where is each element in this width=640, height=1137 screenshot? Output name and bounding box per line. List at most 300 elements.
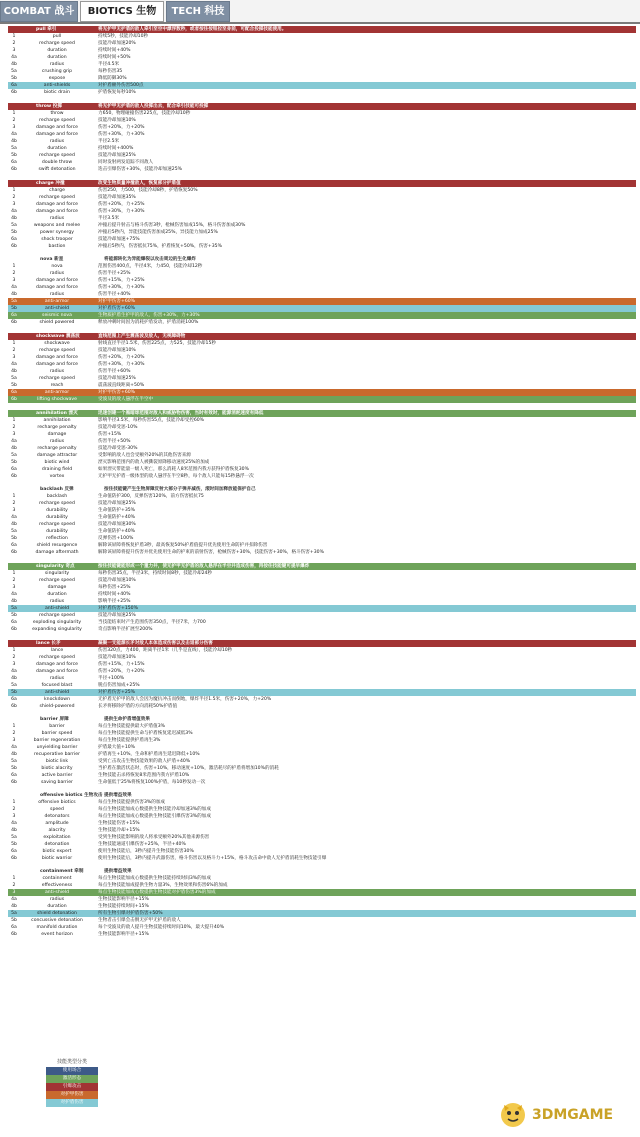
skill-header-row <box>8 180 636 187</box>
rank-cell: 5a <box>11 529 17 534</box>
upgrade-name-cell: anti-shields <box>43 83 71 88</box>
rank-cell: 5a <box>11 911 17 916</box>
skill-section <box>8 26 636 96</box>
table-row <box>8 298 636 305</box>
upgrade-effect-cell: 生命值防护+35% <box>98 508 136 513</box>
upgrade-name-cell: recharge speed <box>39 522 75 527</box>
upgrade-name-cell: unyielding barrier <box>36 745 78 750</box>
upgrade-name-cell: offensive biotics <box>38 800 76 805</box>
rank-cell: 6b <box>11 397 17 402</box>
table-row <box>8 799 636 806</box>
table-row <box>8 33 636 40</box>
rank-cell: 5a <box>11 223 17 228</box>
upgrade-name-cell: duration <box>47 48 67 53</box>
upgrade-name-cell: charge <box>49 188 65 193</box>
skill-header-row <box>8 563 636 570</box>
rank-cell: 5a <box>11 146 17 151</box>
upgrade-name-cell: radius <box>49 271 65 276</box>
upgrade-effect-cell: 迭击引爆伤害+30%，技能冷却加速25% <box>98 167 182 172</box>
table-row <box>8 354 636 361</box>
upgrade-effect-cell: 伤害半径+60% <box>98 369 131 374</box>
upgrade-effect-cell: 每点生物技能提供最大护盾值3% <box>98 724 166 729</box>
table-row <box>8 779 636 786</box>
rank-cell: 1 <box>12 264 16 269</box>
upgrade-name-cell: reach <box>50 383 64 388</box>
upgrade-name-cell: shield powered <box>39 320 75 325</box>
skill-table <box>8 180 636 250</box>
upgrade-effect-cell: 每点生物技能提供伤害3%的加成 <box>98 800 166 805</box>
rank-cell: 4a <box>11 592 17 597</box>
rank-cell: 6b <box>11 627 17 632</box>
skill-description: 直线范围上产生震荡波及敌人，无视障碍物 <box>98 334 186 339</box>
rank-cell: 3 <box>12 355 16 360</box>
legend-item: 激活形态 <box>46 1075 98 1083</box>
upgrade-name-cell: recuperative barrier <box>34 752 80 757</box>
upgrade-effect-cell: 技能冷却加速25% <box>98 376 136 381</box>
upgrade-effect-cell: 力650，物理碰撞伤害225点，技能冷却10秒 <box>98 111 191 116</box>
upgrade-name-cell: damage attractor <box>36 453 78 458</box>
rank-cell: 6b <box>11 167 17 172</box>
upgrade-effect-cell: 使用生物技能后，3秒内提升武器伤害，格斗伤害以及格斗力+15%，格斗攻击命中敌人无护盾消耗生物技能引爆 <box>98 856 327 861</box>
upgrade-name-cell: biotic drain <box>44 90 70 95</box>
rank-cell: 3 <box>12 202 16 207</box>
upgrade-name-cell: radius <box>49 216 65 221</box>
skill-table <box>8 103 636 173</box>
upgrade-name-cell: recharge speed <box>39 348 75 353</box>
upgrade-name-cell: radius <box>49 897 65 902</box>
upgrade-effect-cell: 湮灭影响范围内的敌人被撕裂原降移动速度25%的加成 <box>98 460 210 465</box>
upgrade-effect-cell: 生命值防护+40% <box>98 529 136 534</box>
table-row <box>8 159 636 166</box>
upgrade-effect-cell: 伤害+30%，力+30% <box>98 132 145 137</box>
upgrade-effect-cell: 伤害半径+25% <box>98 271 131 276</box>
upgrade-effect-cell: 对护甲伤害+60% <box>98 299 136 304</box>
upgrade-effect-cell: 影响半径+25% <box>98 599 131 604</box>
table-row <box>8 117 636 124</box>
upgrade-effect-cell: 护盾恢复每秒10% <box>98 90 136 95</box>
table-row <box>8 375 636 382</box>
rank-cell: 4b <box>11 369 17 374</box>
upgrade-name-cell: recharge speed <box>39 613 75 618</box>
watermark-text: 3DMGAME <box>532 1107 614 1123</box>
upgrade-effect-cell: 生命值防护+40% <box>98 515 136 520</box>
upgrade-effect-cell: 脱点伤害加成+25% <box>98 683 140 688</box>
table-row <box>8 229 636 236</box>
table-row <box>8 166 636 173</box>
table-row <box>8 291 636 298</box>
upgrade-name-cell: damage aftermath <box>35 550 79 555</box>
skill-description: 按住技能键产生生物屏障反射大部分子弹并减伤，滚时间加释放能保护自己 <box>104 487 256 492</box>
upgrade-name-cell: biotic wind <box>44 460 70 465</box>
table-row <box>8 493 636 500</box>
rank-cell: 5b <box>11 613 17 618</box>
upgrade-name-cell: biotic alacrity <box>41 766 73 771</box>
upgrade-effect-cell: 技能冷却加速25% <box>98 501 136 506</box>
rank-cell: 5b <box>11 690 17 695</box>
table-row <box>8 758 636 765</box>
table-row <box>8 417 636 424</box>
upgrade-name-cell: active barrier <box>41 773 73 778</box>
table-row <box>8 215 636 222</box>
upgrade-effect-cell: 冲撞后提升射击与格斗伤害3秒，枪械伤害加成15%，格斗伤害加成30% <box>98 223 246 228</box>
upgrade-name-cell: exploitation <box>43 835 71 840</box>
upgrade-name-cell: damage and force <box>36 362 78 367</box>
upgrade-effect-cell: 伤害+30%，力+30% <box>98 362 145 367</box>
upgrade-effect-cell: 伤害+20%，力+20% <box>98 125 145 130</box>
upgrade-name-cell: power synergy <box>40 230 74 235</box>
table-row <box>8 903 636 910</box>
table-row <box>8 570 636 577</box>
table-row <box>8 654 636 661</box>
table-row <box>8 312 636 319</box>
upgrade-name-cell: anti-armor <box>44 390 70 395</box>
header-spacer <box>8 792 20 799</box>
table-row <box>8 270 636 277</box>
table-row <box>8 194 636 201</box>
upgrade-name-cell: knockdown <box>44 697 70 702</box>
table-row <box>8 917 636 924</box>
skill-section <box>8 410 636 556</box>
rank-cell: 5b <box>11 383 17 388</box>
upgrade-name-cell: effectiveness <box>41 883 73 888</box>
table-row <box>8 514 636 521</box>
upgrade-effect-cell: 技能冷却加速25% <box>98 153 136 158</box>
skill-description: 将无护甲无护盾的敌人投掷出去，配合牵引技能可投掷 <box>98 104 209 109</box>
upgrade-effect-cell: 生物技能影响半径+15% <box>98 897 149 902</box>
header-spacer <box>8 716 20 723</box>
skill-description: 将无护甲无护盾的敌人牵引至空中漂浮数秒，或者按住按钮拉至身前，可配合投掷技能使用。 <box>98 27 287 32</box>
upgrade-name-cell: radius <box>49 369 65 374</box>
rank-cell: 5a <box>11 376 17 381</box>
rank-cell: 6b <box>11 320 17 325</box>
rank-cell: 4a <box>11 362 17 367</box>
upgrade-effect-cell: 冲撞后5秒内，伤害抵抗75%，护盾恢复+50%，伤害+35% <box>98 244 222 249</box>
rank-cell: 4a <box>11 439 17 444</box>
table-row <box>8 723 636 730</box>
table-row <box>8 361 636 368</box>
header-spacer <box>8 256 20 263</box>
table-row <box>8 277 636 284</box>
upgrade-name-cell: amplitude <box>45 821 69 826</box>
table-row <box>8 340 636 347</box>
rank-cell: 6a <box>11 83 17 88</box>
rank-cell: 6b <box>11 780 17 785</box>
upgrade-effect-cell: 持续时间+40% <box>98 48 131 53</box>
upgrade-name-cell: vortex <box>49 474 65 479</box>
upgrade-name-cell: anti-shield <box>44 306 70 311</box>
table-row <box>8 284 636 291</box>
upgrade-name-cell: durability <box>46 529 68 534</box>
upgrade-name-cell: shield-powered <box>39 704 75 709</box>
rank-cell: 4a <box>11 821 17 826</box>
rank-cell: 4b <box>11 904 17 909</box>
table-row <box>8 703 636 710</box>
skill-header-row <box>8 868 636 875</box>
tab-combat[interactable]: COMBAT 战斗 <box>0 1 78 22</box>
rank-cell: 3 <box>12 48 16 53</box>
upgrade-effect-cell: 伤害+15% <box>98 432 122 437</box>
table-row <box>8 605 636 612</box>
upgrade-effect-cell: 技能冷却加速25% <box>98 613 136 618</box>
upgrade-effect-cell: 受影响的敌人也会受额外20%的其他伤害来源 <box>98 453 191 458</box>
rank-cell: 6a <box>11 697 17 702</box>
rank-cell: 6a <box>11 313 17 318</box>
upgrade-effect-cell: 长矛将移除护盾的方向消耗50%护盾值 <box>98 704 178 709</box>
table-row <box>8 910 636 917</box>
rank-cell: 3 <box>12 278 16 283</box>
upgrade-name-cell: anti-shield <box>44 890 70 895</box>
table-row <box>8 619 636 626</box>
upgrade-effect-cell: 持续时间+400% <box>98 146 134 151</box>
skill-header-row <box>8 333 636 340</box>
rank-cell: 6a <box>11 925 17 930</box>
skill-section <box>8 333 636 403</box>
upgrade-effect-cell: 生物技能持续时间+15% <box>98 904 149 909</box>
table-row <box>8 584 636 591</box>
upgrade-effect-cell: 如果湮灭带能量一级人死亡，那么消耗人8米范围内我方获得护盾恢复30% <box>98 467 249 472</box>
table-row <box>8 827 636 834</box>
upgrade-effect-cell: 技能冷却加速10% <box>98 578 136 583</box>
rank-cell: 4b <box>11 828 17 833</box>
upgrade-effect-cell: 受到亡击攻击生物技能效果的敌人护盾+40% <box>98 759 191 764</box>
category-tab-bar <box>0 0 640 24</box>
table-row <box>8 507 636 514</box>
upgrade-effect-cell: 伤害320点，力400，距离半径1米（几乎是直线），技能冷却10秒 <box>98 648 233 653</box>
upgrade-effect-cell: 技能冷却加速35% <box>98 195 136 200</box>
table-row <box>8 813 636 820</box>
upgrade-effect-cell: 对护盾伤害+25% <box>98 690 136 695</box>
skill-header-row <box>8 256 636 263</box>
skill-section <box>8 180 636 326</box>
rank-cell: 5a <box>11 299 17 304</box>
upgrade-effect-cell: 技能冷却加速30% <box>98 522 136 527</box>
skill-name: backlash 反弹 <box>40 487 74 492</box>
table-row <box>8 305 636 312</box>
upgrade-effect-cell: 伤害+30%，力+30% <box>98 209 145 214</box>
upgrade-name-cell: saving barrier <box>41 780 73 785</box>
rank-cell: 5b <box>11 76 17 81</box>
table-row <box>8 882 636 889</box>
upgrade-effect-cell: 持续5秒，技能冷却10秒 <box>98 34 149 39</box>
upgrade-effect-cell: 伤害250，力500，技能冷却8秒，护盾恢复50% <box>98 188 198 193</box>
rank-cell: 1 <box>12 724 16 729</box>
skill-table <box>8 792 636 862</box>
rank-cell: 1 <box>12 188 16 193</box>
rank-cell: 4b <box>11 676 17 681</box>
skill-name: offensive biotics 生物攻击 <box>40 793 103 798</box>
upgrade-effect-cell: 影响半径3.5米，每秒伤害55点，技能冷却受控60% <box>98 418 205 423</box>
rank-cell: 2 <box>12 883 16 888</box>
rank-cell: 2 <box>12 118 16 123</box>
upgrade-name-cell: double throw <box>41 160 73 165</box>
rank-cell: 1 <box>12 571 16 576</box>
table-row <box>8 201 636 208</box>
skill-name: containment 牵制 <box>40 869 84 874</box>
table-row <box>8 110 636 117</box>
rank-cell: 4a <box>11 55 17 60</box>
upgrade-effect-cell: 降低防御30% <box>98 76 127 81</box>
rank-cell: 6b <box>11 932 17 937</box>
skill-header-row <box>8 103 636 110</box>
skill-header-row <box>8 640 636 647</box>
upgrade-effect-cell: 解除该屏障将提升伤害并优先使用生命的护束的前射伤害，枪械伤害+30%，技能伤害+30%，格斗伤害+30% <box>98 550 324 555</box>
upgrade-name-cell: backlash <box>46 494 68 499</box>
upgrade-name-cell: durability <box>46 515 68 520</box>
upgrade-name-cell: biotic warrior <box>41 856 73 861</box>
upgrade-effect-cell: 所有生物引爆对护盾伤害+50% <box>98 911 163 916</box>
upgrade-name-cell: crushing grip <box>41 69 73 74</box>
upgrade-name-cell: detonators <box>44 814 70 819</box>
rank-cell: 5a <box>11 606 17 611</box>
upgrade-effect-cell: 每秒伤害+25% <box>98 585 131 590</box>
upgrade-effect-cell: 受波及的敌人悬浮在半空中 <box>98 397 154 402</box>
table-row <box>8 40 636 47</box>
upgrade-name-cell: bastion <box>48 244 66 249</box>
table-row <box>8 152 636 159</box>
rank-cell: 1 <box>12 494 16 499</box>
upgrade-name-cell: containment <box>42 876 72 881</box>
table-row <box>8 82 636 89</box>
upgrade-name-cell: damage and force <box>36 278 78 283</box>
upgrade-effect-cell: 对护甲伤害+60% <box>98 390 136 395</box>
rank-cell: 3 <box>12 890 16 895</box>
upgrade-effect-cell: 使用生物技能后，3秒内提升生物技能伤害30% <box>98 849 194 854</box>
table-row <box>8 89 636 96</box>
skill-description: 迅速创建一个黑暗球范围对敌人和威胁物伤害，当时有效时，能源消耗速度有降低 <box>98 411 264 416</box>
table-row <box>8 834 636 841</box>
upgrade-name-cell: damage and force <box>36 202 78 207</box>
upgrade-name-cell: radius <box>49 62 65 67</box>
upgrade-name-cell: recharge speed <box>39 655 75 660</box>
rank-cell: 5b <box>11 306 17 311</box>
table-row <box>8 68 636 75</box>
rank-cell: 6a <box>11 237 17 242</box>
table-row <box>8 473 636 480</box>
rank-cell: 4b <box>11 446 17 451</box>
upgrade-name-cell: damage and force <box>36 132 78 137</box>
rank-cell: 6a <box>11 467 17 472</box>
upgrade-name-cell: radius <box>49 676 65 681</box>
skill-table <box>8 26 636 96</box>
table-row <box>8 124 636 131</box>
upgrade-name-cell: anti-armor <box>44 299 70 304</box>
skill-name: charge 冲撞 <box>36 181 65 186</box>
table-row <box>8 841 636 848</box>
rank-cell: 6a <box>11 849 17 854</box>
table-row <box>8 54 636 61</box>
upgrade-effect-cell: 护盾最大值+10% <box>98 745 136 750</box>
header-spacer <box>8 868 20 875</box>
rank-cell: 5b <box>11 460 17 465</box>
table-row <box>8 682 636 689</box>
table-row <box>8 528 636 535</box>
legend-item: 对护盾伤害 <box>46 1099 98 1107</box>
upgrade-name-cell: detonation <box>44 842 70 847</box>
table-row <box>8 675 636 682</box>
skill-name: singularity 奇点 <box>36 564 75 569</box>
rank-cell: 5b <box>11 766 17 771</box>
upgrade-effect-cell: 伤害半径+50% <box>98 439 131 444</box>
rank-cell: 4b <box>11 752 17 757</box>
rank-cell: 5b <box>11 153 17 158</box>
rank-cell: 5b <box>11 842 17 847</box>
rank-cell: 6b <box>11 474 17 479</box>
rank-cell: 3 <box>12 432 16 437</box>
table-row <box>8 889 636 896</box>
rank-cell: 4b <box>11 216 17 221</box>
upgrade-name-cell: damage and force <box>36 209 78 214</box>
upgrade-name-cell: lifting shockwave <box>37 397 77 402</box>
upgrade-name-cell: expanding singularity <box>32 627 82 632</box>
table-row <box>8 431 636 438</box>
table-row <box>8 445 636 452</box>
skill-section <box>8 563 636 633</box>
rank-cell: 4b <box>11 599 17 604</box>
table-row <box>8 138 636 145</box>
upgrade-name-cell: focused blast <box>41 683 73 688</box>
table-row <box>8 319 636 326</box>
rank-cell: 6b <box>11 90 17 95</box>
upgrade-name-cell: barrier regeneration <box>33 738 81 743</box>
skill-name: shockwave 震荡波 <box>36 334 80 339</box>
legend-item: 对护甲伤害 <box>46 1091 98 1099</box>
upgrade-name-cell: manifold duration <box>36 925 78 930</box>
upgrade-name-cell: annihilation <box>43 418 71 423</box>
rank-cell: 1 <box>12 111 16 116</box>
rank-cell: 1 <box>12 418 16 423</box>
upgrade-name-cell: damage <box>47 432 67 437</box>
tab-biotics[interactable]: BIOTICS 生物 <box>80 1 164 22</box>
table-row <box>8 382 636 389</box>
upgrade-name-cell: anti-shield <box>44 606 70 611</box>
rank-cell: 1 <box>12 34 16 39</box>
upgrade-name-cell: recharge speed <box>39 376 75 381</box>
upgrade-name-cell: duration <box>47 55 67 60</box>
upgrade-name-cell: recharge speed <box>39 195 75 200</box>
upgrade-effect-cell: 震荡波直线距离+50% <box>98 383 145 388</box>
rank-cell: 4b <box>11 139 17 144</box>
rank-cell: 5a <box>11 759 17 764</box>
skill-description: 将能源转化为异能爆裂以攻击周边的生化爆炸 <box>104 257 196 262</box>
table-row <box>8 730 636 737</box>
table-row <box>8 131 636 138</box>
upgrade-effect-cell: 每秒伤害35点，半径3米，持续时间8秒，技能冷却24秒 <box>98 571 213 576</box>
skill-name: lance 长矛 <box>36 641 61 646</box>
rank-cell: 4b <box>11 292 17 297</box>
table-row <box>8 521 636 528</box>
table-row <box>8 924 636 931</box>
rank-cell: 2 <box>12 271 16 276</box>
upgrade-name-cell: shield detonation <box>37 911 77 916</box>
upgrade-name-cell: shock trooper <box>41 237 73 242</box>
upgrade-name-cell: damage and force <box>36 285 78 290</box>
upgrade-effect-cell: 当技能结束时产生范围伤害350点，半径7米，力700 <box>98 620 206 625</box>
upgrade-effect-cell: 每点生物技能加成提供生物力量3%，生物效果和伤害6%的加成 <box>98 883 228 888</box>
upgrade-effect-cell: 每点生物技能加成心数提供生物技能持续时间3%的加成 <box>98 876 211 881</box>
rank-cell: 4a <box>11 745 17 750</box>
table-row <box>8 452 636 459</box>
skill-table <box>8 486 636 556</box>
tab-tech[interactable]: TECH 科技 <box>166 1 230 22</box>
rank-cell: 4a <box>11 515 17 520</box>
legend-item: 使用场合 <box>46 1067 98 1075</box>
rank-cell: 3 <box>12 662 16 667</box>
rank-cell: 3 <box>12 814 16 819</box>
skill-table <box>8 716 636 786</box>
skill-name: barrier 屏障 <box>40 717 69 722</box>
skill-description: 凝聚一支能源长矛对敌人本体造成伤害以及击退部分伤害 <box>98 641 213 646</box>
upgrade-name-cell: anti-shield <box>44 690 70 695</box>
